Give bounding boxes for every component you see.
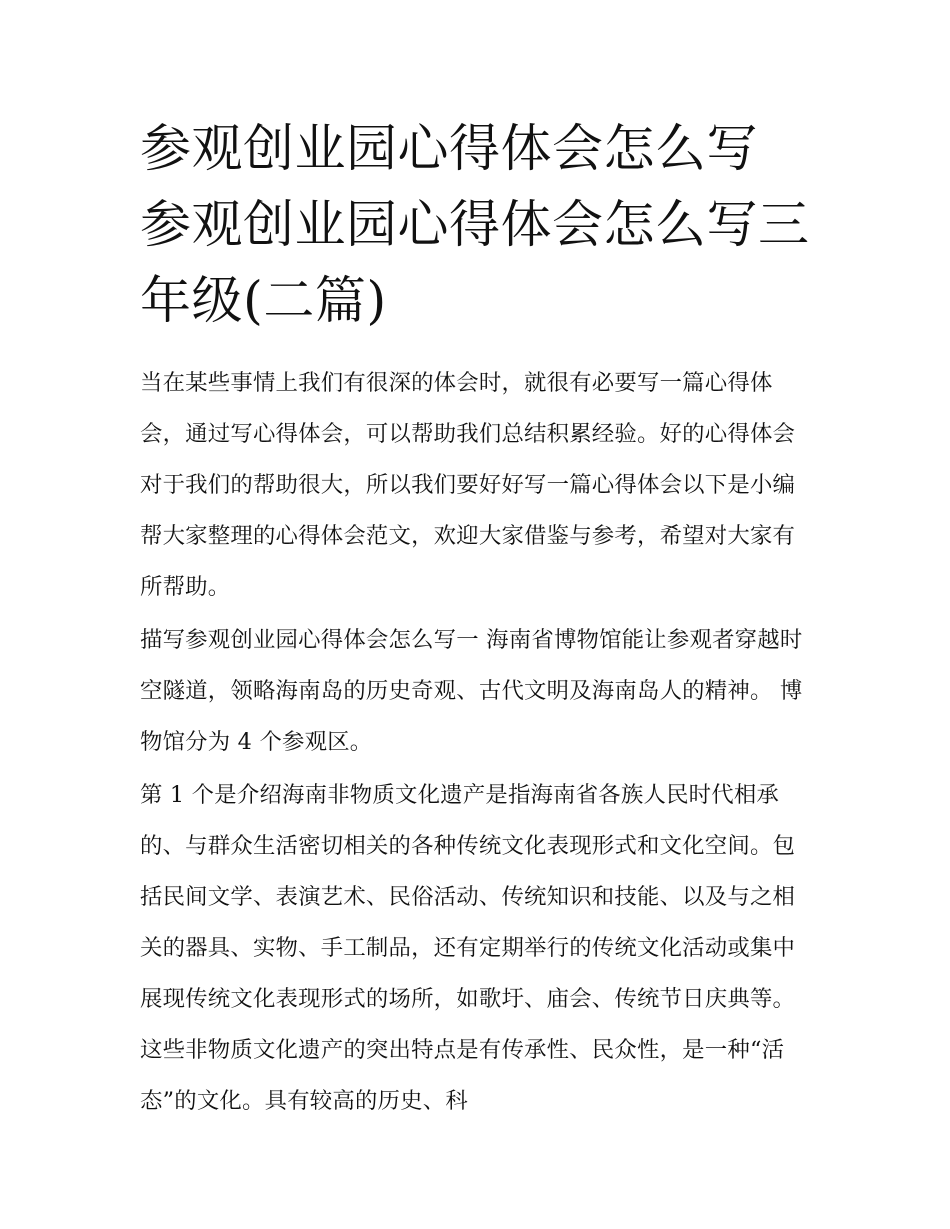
document-content: [140, 112, 812, 1129]
document-body: [140, 358, 812, 1127]
paragraph-heritage: 第 1 个是介绍海南非物质文化遗产是指海南省各族人民时代相承的、与群众生活密切相关的各种传统文化表现形式和文化空间。包括民间文学、表演艺术、民俗活动、传统知识和技能、以及与之相关的器具、实物、手工制品，还有定期举行的传统文化活动或集中展现传统文化表现形式的场所，如歌圩、庙会、传统节日庆典等。这些非物质文化遗产的突出特点是有传承性、民众性，是一种“活态”的文化。具有较高的历史、科: [140, 782, 796, 1114]
paragraph-intro: 当在某些事情上我们有很深的体会时，就很有必要写一篇心得体会，通过写心得体会，可以帮助我们总结积累经验。好的心得体会对于我们的帮助很大，所以我们要好好写一篇心得体会以下是小编帮大家整理的心得体会范文，欢迎大家借鉴与参考，希望对大家有所帮助。: [140, 370, 796, 600]
document-title: 参观创业园心得体会怎么写 参观创业园心得体会怎么写三年级(二篇): [140, 120, 810, 331]
paragraph-museum-intro: 描写参观创业园心得体会怎么写一 海南省博物馆能让参观者穿越时空隧道，领略海南岛的历史奇观、古代文明及海南岛人的精神。 博物馆分为 4 个参观区。: [140, 627, 803, 755]
